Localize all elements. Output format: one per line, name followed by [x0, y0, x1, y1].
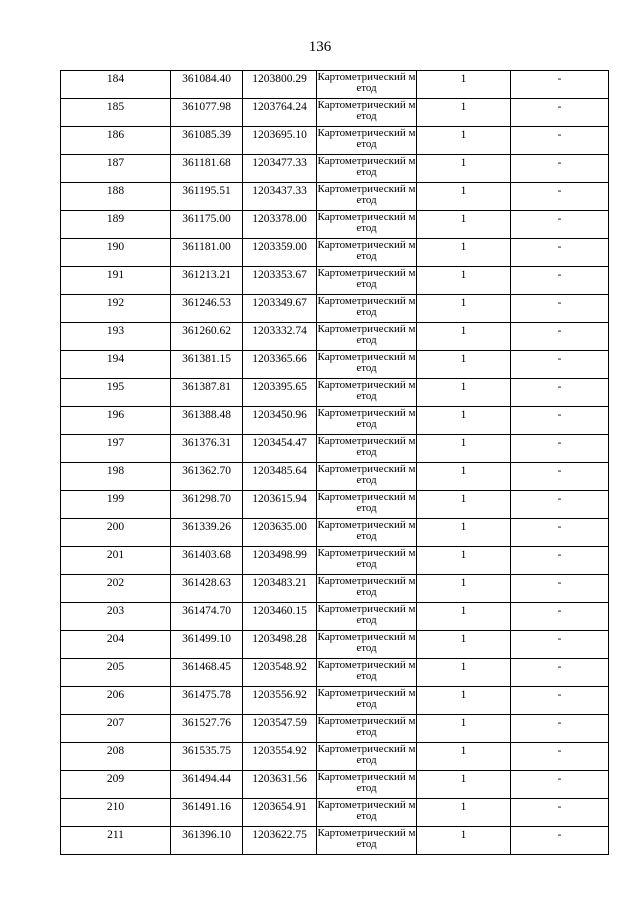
method-cell: Картометрический метод	[317, 631, 417, 659]
note-cell: -	[511, 127, 609, 155]
method-cell: Картометрический метод	[317, 827, 417, 855]
accuracy-cell: 1	[417, 687, 511, 715]
accuracy-cell: 1	[417, 407, 511, 435]
y-coordinate-cell: 1203631.56	[243, 771, 317, 799]
note-cell: -	[511, 827, 609, 855]
table-row	[61, 295, 609, 323]
note-cell: -	[511, 211, 609, 239]
point-number-cell: 186	[61, 127, 171, 155]
note-cell: -	[511, 295, 609, 323]
note-cell: -	[511, 743, 609, 771]
accuracy-cell: 1	[417, 99, 511, 127]
method-cell: Картометрический метод	[317, 603, 417, 631]
y-coordinate-cell: 1203554.92	[243, 743, 317, 771]
point-number-cell: 210	[61, 799, 171, 827]
table-row	[61, 211, 609, 239]
accuracy-cell: 1	[417, 267, 511, 295]
table-row	[61, 659, 609, 687]
accuracy-cell: 1	[417, 743, 511, 771]
note-cell: -	[511, 547, 609, 575]
x-coordinate-cell: 361339.26	[171, 519, 243, 547]
point-number-cell: 202	[61, 575, 171, 603]
y-coordinate-cell: 1203635.00	[243, 519, 317, 547]
note-cell: -	[511, 491, 609, 519]
y-coordinate-cell: 1203349.67	[243, 295, 317, 323]
note-cell: -	[511, 407, 609, 435]
table-row	[61, 631, 609, 659]
x-coordinate-cell: 361181.68	[171, 155, 243, 183]
method-cell: Картометрический метод	[317, 99, 417, 127]
point-number-cell: 200	[61, 519, 171, 547]
note-cell: -	[511, 323, 609, 351]
note-cell: -	[511, 575, 609, 603]
table-row	[61, 519, 609, 547]
accuracy-cell: 1	[417, 659, 511, 687]
method-cell: Картометрический метод	[317, 211, 417, 239]
point-number-cell: 193	[61, 323, 171, 351]
note-cell: -	[511, 99, 609, 127]
point-number-cell: 201	[61, 547, 171, 575]
point-number-cell: 204	[61, 631, 171, 659]
table-row	[61, 435, 609, 463]
point-number-cell: 205	[61, 659, 171, 687]
x-coordinate-cell: 361499.10	[171, 631, 243, 659]
accuracy-cell: 1	[417, 771, 511, 799]
method-cell: Картометрический метод	[317, 575, 417, 603]
point-number-cell: 196	[61, 407, 171, 435]
accuracy-cell: 1	[417, 715, 511, 743]
table-row	[61, 771, 609, 799]
table-row	[61, 491, 609, 519]
accuracy-cell: 1	[417, 295, 511, 323]
x-coordinate-cell: 361396.10	[171, 827, 243, 855]
point-number-cell: 187	[61, 155, 171, 183]
method-cell: Картометрический метод	[317, 715, 417, 743]
method-cell: Картометрический метод	[317, 155, 417, 183]
accuracy-cell: 1	[417, 603, 511, 631]
note-cell: -	[511, 463, 609, 491]
point-number-cell: 195	[61, 379, 171, 407]
y-coordinate-cell: 1203548.92	[243, 659, 317, 687]
y-coordinate-cell: 1203556.92	[243, 687, 317, 715]
note-cell: -	[511, 799, 609, 827]
point-number-cell: 194	[61, 351, 171, 379]
method-cell: Картометрический метод	[317, 743, 417, 771]
method-cell: Картометрический метод	[317, 435, 417, 463]
point-number-cell: 198	[61, 463, 171, 491]
point-number-cell: 206	[61, 687, 171, 715]
x-coordinate-cell: 361175.00	[171, 211, 243, 239]
point-number-cell: 188	[61, 183, 171, 211]
accuracy-cell: 1	[417, 71, 511, 99]
page-number: 136	[308, 39, 332, 55]
x-coordinate-cell: 361195.51	[171, 183, 243, 211]
x-coordinate-cell: 361260.62	[171, 323, 243, 351]
note-cell: -	[511, 631, 609, 659]
accuracy-cell: 1	[417, 547, 511, 575]
y-coordinate-cell: 1203437.33	[243, 183, 317, 211]
point-number-cell: 197	[61, 435, 171, 463]
point-number-cell: 190	[61, 239, 171, 267]
method-cell: Картометрический метод	[317, 351, 417, 379]
accuracy-cell: 1	[417, 435, 511, 463]
y-coordinate-cell: 1203800.29	[243, 71, 317, 99]
method-cell: Картометрический метод	[317, 379, 417, 407]
x-coordinate-cell: 361468.45	[171, 659, 243, 687]
y-coordinate-cell: 1203547.59	[243, 715, 317, 743]
method-cell: Картометрический метод	[317, 771, 417, 799]
note-cell: -	[511, 659, 609, 687]
table-row	[61, 155, 609, 183]
x-coordinate-cell: 361527.76	[171, 715, 243, 743]
method-cell: Картометрический метод	[317, 267, 417, 295]
table-row	[61, 575, 609, 603]
x-coordinate-cell: 361376.31	[171, 435, 243, 463]
point-number-cell: 189	[61, 211, 171, 239]
table-row	[61, 351, 609, 379]
x-coordinate-cell: 361428.63	[171, 575, 243, 603]
accuracy-cell: 1	[417, 491, 511, 519]
accuracy-cell: 1	[417, 463, 511, 491]
accuracy-cell: 1	[417, 155, 511, 183]
method-cell: Картометрический метод	[317, 295, 417, 323]
y-coordinate-cell: 1203450.96	[243, 407, 317, 435]
x-coordinate-cell: 361475.78	[171, 687, 243, 715]
y-coordinate-cell: 1203485.64	[243, 463, 317, 491]
method-cell: Картометрический метод	[317, 71, 417, 99]
y-coordinate-cell: 1203365.66	[243, 351, 317, 379]
note-cell: -	[511, 715, 609, 743]
point-number-cell: 203	[61, 603, 171, 631]
y-coordinate-cell: 1203764.24	[243, 99, 317, 127]
x-coordinate-cell: 361084.40	[171, 71, 243, 99]
x-coordinate-cell: 361298.70	[171, 491, 243, 519]
note-cell: -	[511, 379, 609, 407]
note-cell: -	[511, 183, 609, 211]
accuracy-cell: 1	[417, 799, 511, 827]
y-coordinate-cell: 1203332.74	[243, 323, 317, 351]
point-number-cell: 199	[61, 491, 171, 519]
table-row	[61, 603, 609, 631]
x-coordinate-cell: 361381.15	[171, 351, 243, 379]
x-coordinate-cell: 361362.70	[171, 463, 243, 491]
x-coordinate-cell: 361474.70	[171, 603, 243, 631]
point-number-cell: 211	[61, 827, 171, 855]
accuracy-cell: 1	[417, 631, 511, 659]
table-row	[61, 379, 609, 407]
x-coordinate-cell: 361077.98	[171, 99, 243, 127]
x-coordinate-cell: 361246.53	[171, 295, 243, 323]
x-coordinate-cell: 361535.75	[171, 743, 243, 771]
point-number-cell: 184	[61, 71, 171, 99]
y-coordinate-cell: 1203353.67	[243, 267, 317, 295]
coordinates-table	[60, 70, 609, 855]
accuracy-cell: 1	[417, 827, 511, 855]
table-row	[61, 463, 609, 491]
table-row	[61, 239, 609, 267]
accuracy-cell: 1	[417, 575, 511, 603]
table-row	[61, 71, 609, 99]
table-row	[61, 687, 609, 715]
method-cell: Картометрический метод	[317, 547, 417, 575]
x-coordinate-cell: 361494.44	[171, 771, 243, 799]
point-number-cell: 191	[61, 267, 171, 295]
method-cell: Картометрический метод	[317, 183, 417, 211]
table-row	[61, 547, 609, 575]
note-cell: -	[511, 239, 609, 267]
accuracy-cell: 1	[417, 239, 511, 267]
y-coordinate-cell: 1203695.10	[243, 127, 317, 155]
y-coordinate-cell: 1203654.91	[243, 799, 317, 827]
method-cell: Картометрический метод	[317, 239, 417, 267]
note-cell: -	[511, 71, 609, 99]
y-coordinate-cell: 1203498.28	[243, 631, 317, 659]
accuracy-cell: 1	[417, 127, 511, 155]
accuracy-cell: 1	[417, 351, 511, 379]
x-coordinate-cell: 361085.39	[171, 127, 243, 155]
y-coordinate-cell: 1203477.33	[243, 155, 317, 183]
table-row	[61, 743, 609, 771]
x-coordinate-cell: 361181.00	[171, 239, 243, 267]
method-cell: Картометрический метод	[317, 519, 417, 547]
y-coordinate-cell: 1203622.75	[243, 827, 317, 855]
note-cell: -	[511, 603, 609, 631]
point-number-cell: 209	[61, 771, 171, 799]
method-cell: Картометрический метод	[317, 799, 417, 827]
table-row	[61, 827, 609, 855]
x-coordinate-cell: 361491.16	[171, 799, 243, 827]
note-cell: -	[511, 771, 609, 799]
table-row	[61, 99, 609, 127]
method-cell: Картометрический метод	[317, 463, 417, 491]
table-row	[61, 183, 609, 211]
accuracy-cell: 1	[417, 211, 511, 239]
accuracy-cell: 1	[417, 519, 511, 547]
table-row	[61, 323, 609, 351]
x-coordinate-cell: 361213.21	[171, 267, 243, 295]
x-coordinate-cell: 361388.48	[171, 407, 243, 435]
y-coordinate-cell: 1203395.65	[243, 379, 317, 407]
point-number-cell: 208	[61, 743, 171, 771]
y-coordinate-cell: 1203615.94	[243, 491, 317, 519]
x-coordinate-cell: 361387.81	[171, 379, 243, 407]
note-cell: -	[511, 351, 609, 379]
point-number-cell: 185	[61, 99, 171, 127]
method-cell: Картометрический метод	[317, 491, 417, 519]
note-cell: -	[511, 687, 609, 715]
point-number-cell: 192	[61, 295, 171, 323]
method-cell: Картометрический метод	[317, 659, 417, 687]
point-number-cell: 207	[61, 715, 171, 743]
table-row	[61, 407, 609, 435]
method-cell: Картометрический метод	[317, 323, 417, 351]
x-coordinate-cell: 361403.68	[171, 547, 243, 575]
coordinates-table-body	[61, 71, 609, 855]
note-cell: -	[511, 155, 609, 183]
y-coordinate-cell: 1203454.47	[243, 435, 317, 463]
y-coordinate-cell: 1203359.00	[243, 239, 317, 267]
y-coordinate-cell: 1203460.15	[243, 603, 317, 631]
accuracy-cell: 1	[417, 183, 511, 211]
table-row	[61, 715, 609, 743]
note-cell: -	[511, 519, 609, 547]
accuracy-cell: 1	[417, 379, 511, 407]
y-coordinate-cell: 1203483.21	[243, 575, 317, 603]
table-row	[61, 799, 609, 827]
accuracy-cell: 1	[417, 323, 511, 351]
y-coordinate-cell: 1203378.00	[243, 211, 317, 239]
note-cell: -	[511, 435, 609, 463]
table-row	[61, 127, 609, 155]
note-cell: -	[511, 267, 609, 295]
method-cell: Картометрический метод	[317, 687, 417, 715]
table-row	[61, 267, 609, 295]
method-cell: Картометрический метод	[317, 127, 417, 155]
y-coordinate-cell: 1203498.99	[243, 547, 317, 575]
method-cell: Картометрический метод	[317, 407, 417, 435]
